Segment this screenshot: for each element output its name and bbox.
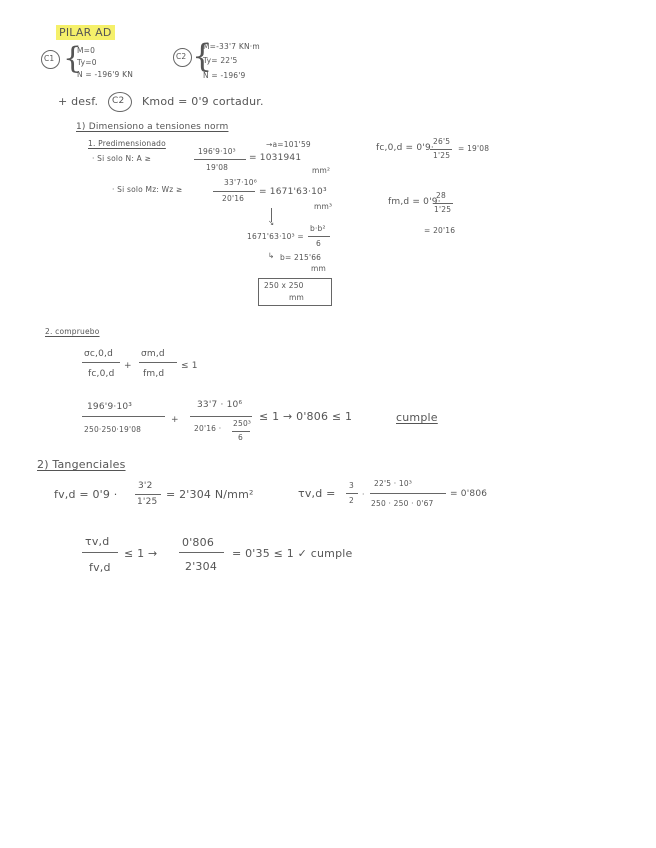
w-denominator: 6 — [316, 239, 321, 248]
case-text: + desf. — [58, 95, 99, 108]
axial-unit: mm² — [312, 166, 331, 175]
tvd-lhs: τv,d = — [298, 487, 336, 500]
ratio-denominator-2: 2'304 — [185, 560, 218, 573]
arrow-small-icon: ↳ — [268, 251, 275, 260]
check-result: ≤ 1 → 0'806 ≤ 1 — [259, 410, 353, 423]
tvd-coef-numerator: 3 — [349, 481, 354, 490]
w-numerator: b·b² — [310, 224, 326, 233]
tvd-numerator: 22'5 · 10³ — [374, 479, 413, 488]
w-equation: 1671'63·10³ = — [247, 232, 304, 241]
check-f1-bar — [82, 362, 120, 363]
b-result: b= 215'66 — [280, 253, 322, 262]
tvd-bar — [370, 493, 446, 494]
c1-moment: M=0 — [77, 46, 96, 55]
c2-moment: M=-33'7 KN·m — [203, 42, 260, 51]
check-g2-den3: 6 — [238, 433, 243, 442]
check-g2-inner-bar — [232, 431, 250, 432]
fcod-fraction-bar — [430, 149, 452, 150]
moment-numerator: 33'7·10⁶ — [224, 178, 257, 187]
c2-shear: Ty= 22'5 — [203, 56, 238, 65]
fcod-result: = 19'08 — [458, 144, 490, 153]
fmd-numerator: 28 — [436, 191, 446, 200]
predim-heading: 1. Predimensionado — [88, 139, 166, 148]
check-f2-bar — [139, 362, 177, 363]
check-g2-bar — [190, 416, 252, 417]
c2-axial: N = -196'9 — [203, 71, 246, 80]
ratio-denominator: fv,d — [89, 561, 111, 574]
axial-text: · Si solo N: A ≥ — [92, 154, 152, 163]
check-g1-numerator: 196'9·10³ — [87, 402, 133, 412]
fvd-denominator: 1'25 — [137, 497, 158, 507]
page-title: PILAR AD — [56, 27, 115, 38]
fcod-numerator: 26'5 — [433, 137, 451, 146]
plus-sign: + — [124, 361, 132, 371]
tvd-coef-denominator: 2 — [349, 496, 354, 505]
axial-denominator: 19'08 — [206, 163, 229, 172]
axial-fraction-bar — [194, 159, 246, 160]
ratio-bar-2 — [179, 552, 224, 553]
tvd-coef-bar — [346, 493, 358, 494]
check-heading: 2. compruebo — [45, 327, 100, 336]
ratio-result: = 0'35 ≤ 1 ✓ cumple — [232, 547, 353, 560]
tvd-dot: · — [362, 490, 365, 499]
check-g2-numerator: 33'7 · 10⁶ — [197, 400, 243, 410]
fmd-lhs: fm,d = 0'9· — [388, 197, 441, 207]
plus-sign-2: + — [171, 415, 179, 425]
kmod-text: Kmod = 0'9 cortadur. — [142, 95, 264, 108]
tvd-denominator: 250 · 250 · 0'67 — [371, 499, 434, 508]
check-f1-numerator: σc,0,d — [84, 349, 114, 359]
section-box-dims: 250 x 250 — [264, 281, 304, 290]
ratio-numerator: τv,d — [85, 535, 110, 548]
moment-result: = 1671'63·10³ — [259, 187, 327, 197]
c2-brace: { — [192, 37, 213, 75]
moment-fraction-bar — [213, 191, 255, 192]
case-c1-label: C1 — [44, 54, 55, 63]
section-1-heading: 1) Dimensiono a tensiones norm — [76, 122, 229, 132]
axial-side-note: →a=101'59 — [266, 140, 311, 149]
fcod-denominator: 1'25 — [433, 151, 451, 160]
case-c2b-label: C2 — [112, 96, 125, 106]
check-f1-denominator: fc,0,d — [88, 369, 115, 379]
tvd-result: = 0'806 — [450, 489, 488, 499]
b-unit: mm — [311, 264, 327, 273]
axial-result: = 1031941 — [249, 153, 302, 163]
check-g1-bar — [82, 416, 165, 417]
fcod-lhs: fc,0,d = 0'9· — [376, 143, 434, 153]
fmd-denominator: 1'25 — [434, 205, 452, 214]
c1-axial: N = -196'9 KN — [77, 70, 134, 79]
check-g2-den1: 20'16 · — [194, 424, 222, 433]
section-box-unit: mm — [289, 293, 305, 302]
fvd-lhs: fv,d = 0'9 · — [54, 488, 118, 501]
c1-brace: { — [63, 41, 83, 76]
fvd-result: = 2'304 N/mm² — [166, 488, 254, 501]
fmd-result: = 20'16 — [424, 226, 456, 235]
moment-text: · Si solo Mz: Wz ≥ — [112, 185, 183, 194]
ratio-le: ≤ 1 → — [124, 547, 158, 560]
check-f2-denominator: fm,d — [143, 369, 165, 379]
check-g1-denominator: 250·250·19'08 — [84, 425, 142, 434]
section-2-heading: 2) Tangenciales — [37, 458, 126, 471]
check-le1: ≤ 1 — [181, 361, 198, 371]
ratio-bar — [82, 552, 118, 553]
check-f2-numerator: σm,d — [141, 349, 165, 359]
ratio-numerator-2: 0'806 — [182, 536, 215, 549]
case-c2-label: C2 — [176, 52, 187, 61]
check-cumple: cumple — [396, 411, 438, 424]
fmd-fraction-bar — [433, 203, 453, 204]
axial-numerator: 196'9·10³ — [198, 147, 236, 156]
fvd-numerator: 3'2 — [138, 481, 153, 491]
w-fraction-bar — [308, 236, 330, 237]
arrow-down-icon: ↘ — [268, 218, 275, 227]
fvd-bar — [135, 494, 161, 495]
c1-shear: Ty=0 — [77, 58, 97, 67]
moment-unit: mm³ — [314, 202, 333, 211]
moment-denominator: 20'16 — [222, 194, 245, 203]
check-g2-den2: 250³ — [233, 419, 252, 428]
